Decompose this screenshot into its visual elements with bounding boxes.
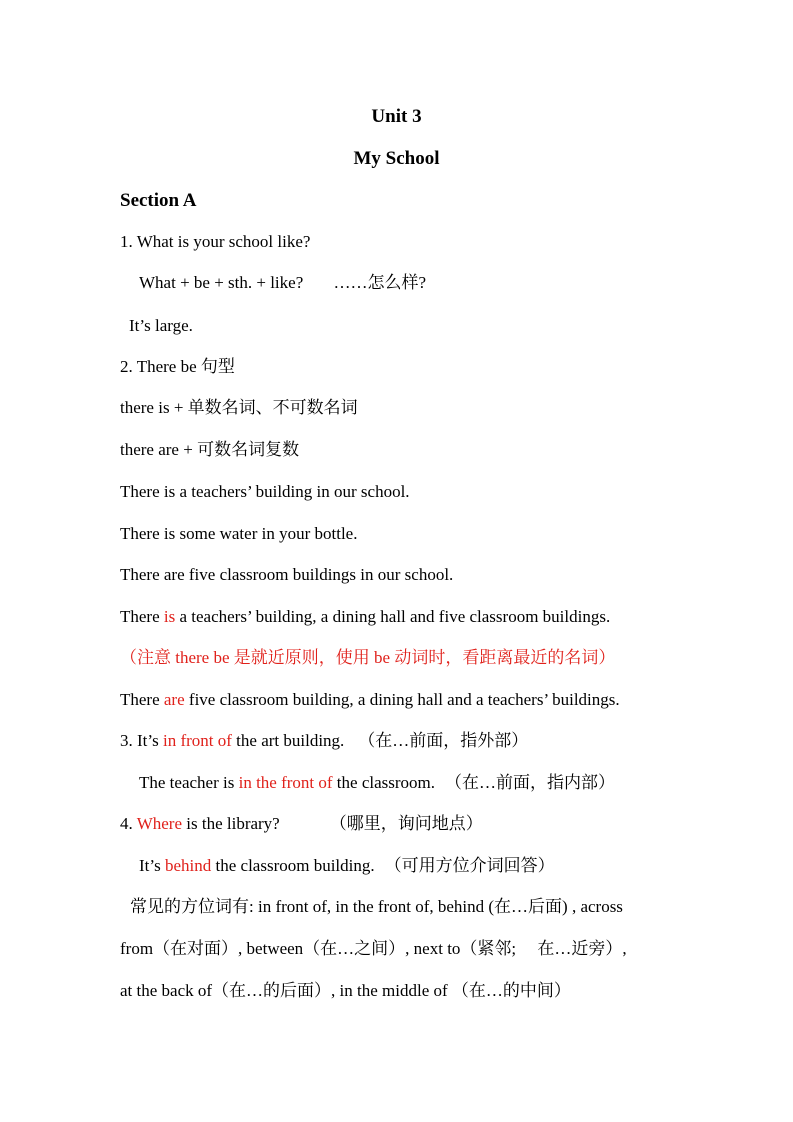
text-segment: the classroom building. (211, 856, 375, 875)
text-segment: five classroom building, a dining hall and a teachers’ buildings. (184, 690, 620, 709)
example-sentence: There is a teachers’ building in our school. (120, 482, 410, 501)
text-segment: There (120, 690, 164, 709)
example-sentence: There is some water in your bottle. (120, 524, 358, 543)
gloss: （在…前面，指外部） (358, 731, 529, 750)
text-segment: 3. It’s (120, 731, 163, 750)
highlight-word: Where (136, 814, 183, 833)
position-words-line-1: 常见的方位词有: in front of, in the front of, behind (在…后面) , across (130, 897, 623, 916)
structure-meaning: ……怎么样? (333, 273, 427, 292)
example-sentence: There are five classroom buildings in our school. (120, 565, 454, 584)
section-heading: Section A (120, 190, 197, 211)
gloss: （可用方位介词回答） (384, 856, 555, 875)
text-segment: the classroom. (332, 773, 435, 792)
highlight-verb: is (163, 607, 176, 626)
point-1-answer: It’s large. (129, 316, 193, 335)
text-segment: a teachers’ building, a dining hall and five classroom buildings. (175, 607, 611, 626)
point-1-structure (139, 272, 426, 294)
lesson-title: My School (353, 148, 440, 169)
text-segment: The teacher is (139, 773, 239, 792)
text-segment: It’s (139, 856, 165, 875)
position-words-line-2: from（在对面）, between（在…之间）, next to（紧邻; 在…近旁）, (120, 939, 627, 958)
point-4-answer (139, 855, 555, 877)
text-segment: is the library? (182, 814, 280, 833)
highlight-phrase: in front of (162, 731, 232, 750)
there-are-rule: there are + 可数名词复数 (120, 440, 300, 459)
point-4-question (120, 813, 483, 835)
note-proximity-rule: （注意 there be 是就近原则，使用 be 动词时，看距离最近的名词） (120, 648, 616, 667)
text-segment: There (120, 607, 164, 626)
text-segment: the art building. (231, 731, 345, 750)
there-is-rule: there is + 单数名词、不可数名词 (120, 398, 358, 417)
gloss: （在…前面，指内部） (445, 773, 615, 792)
highlight-word: behind (164, 856, 212, 875)
point-3-sentence-2 (139, 772, 615, 794)
point-3-sentence (120, 730, 528, 752)
point-1-question: 1. What is your school like? (120, 232, 311, 251)
highlight-phrase: in the front of (238, 773, 333, 792)
point-2-heading: 2. There be 句型 (120, 357, 235, 376)
example-sentence-emphasis (120, 606, 610, 628)
unit-title: Unit 3 (371, 106, 422, 127)
highlight-verb: are (163, 690, 185, 709)
gloss: （哪里，询问地点） (329, 814, 483, 833)
structure-formula: What + be + sth. + like? (139, 273, 304, 292)
position-words-line-3: at the back of（在…的后面）, in the middle of （在…的中间） (120, 981, 571, 1000)
example-sentence-emphasis (120, 689, 620, 711)
text-segment: 4. (120, 814, 137, 833)
